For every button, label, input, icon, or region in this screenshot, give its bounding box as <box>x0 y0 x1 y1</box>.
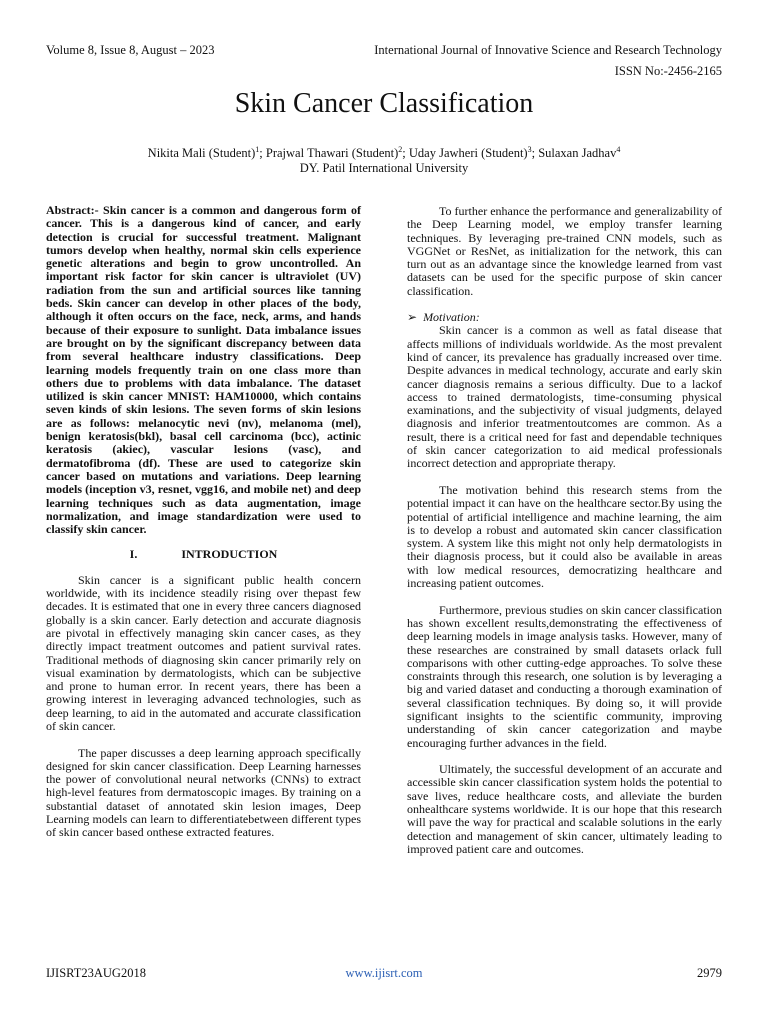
footer-page-number: 2979 <box>697 966 722 980</box>
section-heading-introduction <box>46 548 361 561</box>
left-column <box>46 204 361 840</box>
author-1-affil: 1 <box>255 144 260 154</box>
motivation-paragraph-2: The motivation behind this research stems from the potential impact it can have on the healthcare sector.By using the potential of artificial intelligence and machine learning, the aim is to develop a robust and automated skin cancer classification system. A system like this might not only help dermatologists in their diagnosis process, but it could also be available in areas with low medical resources, democratizing healthcare and increasing patient outcomes. <box>407 482 722 591</box>
motivation-paragraph-4: Ultimately, the successful development of an accurate and accessible skin cancer classification system holds the potential to save lives, reduce healthcare costs, and alleviate the burden onhealthcare systems worldwide. It is our hope that this research will pave the way for practical and scalable solutions in the early detection and management of skin cancer, ultimately leading to improved patient care and outcomes. <box>407 762 722 856</box>
paper-title: Skin Cancer Classification <box>234 88 534 119</box>
header-volume: Volume 8, Issue 8, August – 2023 <box>46 43 215 57</box>
header-issn: ISSN No:-2456-2165 <box>614 64 722 78</box>
footer-website-link[interactable]: www.ijisrt.com <box>345 966 423 980</box>
header-journal: International Journal of Innovative Science and Research Technology <box>374 43 722 57</box>
abstract: Abstract:- Skin cancer is a common and dangerous form of cancer. This is a dangerous kind of cancer, and early detection is crucial for successful treatment. Malignant tumors develop when healthy, normal skin cells experience genetic alterations and begin to grow uncontrolled. An important risk factor for skin cancer is ultraviolet (UV) radiation from the sun and artificial sources like tanning beds. Skin cancer can develop in other places of the body, although it often occurs on the face, neck, arms, and hands because of their exposure to sunlight. Data imbalance issues are brought on by the significant discrepancy between data from several healthcare industry classifications. Deep learning models frequently train on one class more than others due to problems with data imbalance. The dataset utilized is skin cancer MNIST: HAM10000, which contains seven kinds of skin lesions. The seven forms of skin lesions are as follows: melanocytic nevi (nv), melanoma (mel), benign keratosis(bkl), basal cell carcinoma (bcc), actinic keratosis (akiec), vascular lesions (vasc), and dermatofibroma (df). These are used to categorize skin cancer based on mutations and variations. Deep learning models (inception v3, resnet, vgg16, and mobile net) and deep learning techniques such as data augmentation, image normalization, and image standardization were used to classify skin cancer. <box>46 203 361 537</box>
author-2: ; Prajwal Thawari (Student) <box>259 146 399 160</box>
transfer-learning-paragraph: To further enhance the performance and generalizability of the Deep Learning model, we employ transfer learning techniques. By leveraging pre-trained CNN models, such as VGGNet or ResNet, as initialization for the network, this can turn out as an advantage since the knowledge learned from vast datasets can be used for the specific purpose of skin cancer classification. <box>407 204 722 298</box>
intro-paragraph-2: The paper discusses a deep learning approach specifically designed for skin cancer classification. Deep Learning harnesses the power of convolutional neural networks (CNNs) to extract high-level features from dermatoscopic images. By training on a substantial dataset of annotated skin lesion images, Deep Learning models can learn to differentiatebetween different types of skin cancer based onthese extracted features. <box>46 745 361 840</box>
motivation-paragraph-1: Skin cancer is a common as well as fatal disease that affects millions of individuals worldwide. As the most prevalent kind of cancer, its prevalence has gradually increased over time. Despite advances in medical technology, accurate and early skin cancer diagnosis remains a serious difficulty. Due to a lackof access to trained dermatologists, time-consuming physical examinations, and the subjectivity of visual judgments, delayed diagnosis and inferior treatmentoutcomes are common. As a result, there is a critical need for fast and dependable techniques of skin cancer categorization to aid medical professionals incorrect detection and appropriate therapy. <box>407 323 722 471</box>
section-number: I. <box>129 547 138 562</box>
author-1: Nikita Mali (Student) <box>147 146 256 160</box>
motivation-label: Motivation: <box>423 310 480 325</box>
motivation-paragraph-3: Furthermore, previous studies on skin cancer classification has shown excellent results,demonstrating the effectiveness of deep learning models in image analysis tasks. However, many of these researches are constrained by small datasets orlack full comparisons with other cutting-edge approaches. To solve these constraints through this research, one solution is by leveraging a big and varied dataset and conducting a thorough examination of several classification techniques. By doing so, it will provide significant insights to the scientific community, improving understanding of skin cancer categorization and maybe encouraging further advances in the field. <box>407 602 722 750</box>
author-4: ; Sulaxan Jadhav <box>531 146 617 160</box>
author-2-affil: 2 <box>398 144 403 154</box>
section-title: INTRODUCTION <box>181 547 278 562</box>
arrow-bullet-icon: ➢ <box>407 310 418 325</box>
author-list <box>0 146 768 161</box>
motivation-heading <box>407 311 722 324</box>
author-block <box>0 146 768 176</box>
right-column <box>407 205 722 856</box>
intro-paragraph-1: Skin cancer is a significant public health concern worldwide, with its incidence steadily rising over thepast few decades. It is estimated that one in every three cancers diagnosed globally is a skin cancer. Early detection and accurate diagnosis are pivotal in effectively managing skin cancer cases, as they directly impact treatment outcomes and patient survival rates. Traditional methods of diagnosing skin cancer primarily rely on visual examination by dermatologists, which can be subjective and prone to human error. In recent years, there has been a growing interest in leveraging advanced technologies, such as deep learning, to aid in the automated and accurate classification of skin cancer. <box>46 572 361 733</box>
author-4-affil: 4 <box>616 144 621 154</box>
author-3: ; Uday Jawheri (Student) <box>402 146 528 160</box>
footer-paper-id: IJISRT23AUG2018 <box>46 966 146 980</box>
affiliation: DY. Patil International University <box>299 161 469 175</box>
author-3-affil: 3 <box>527 144 532 154</box>
